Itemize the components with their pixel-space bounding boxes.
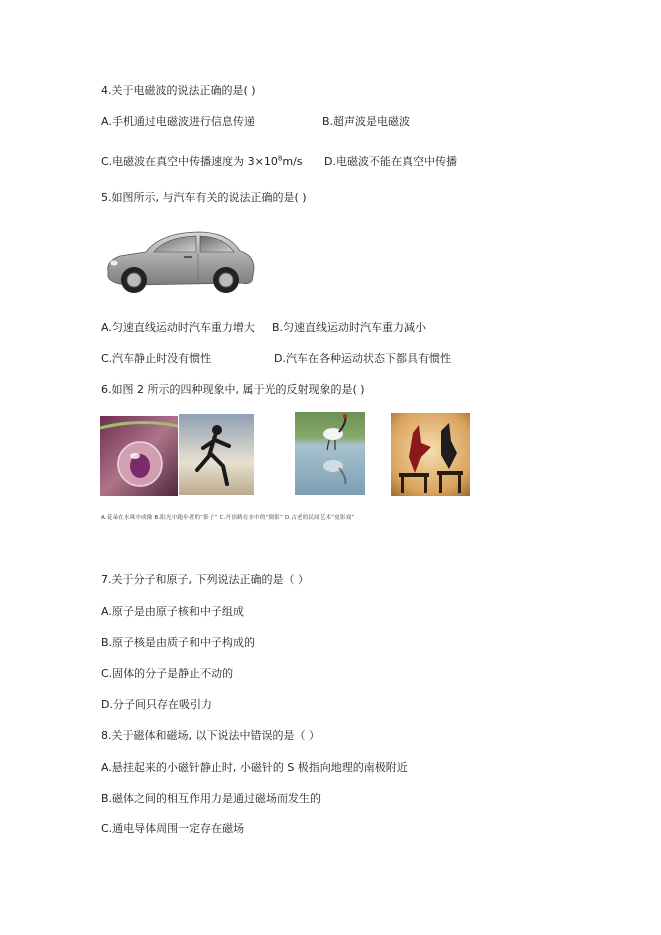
q4-option-c-prefix: C.电磁波在真空中传播速度为 3×10	[101, 155, 278, 168]
q5-option-b: B.匀速直线运动时汽车重力减小	[272, 321, 427, 334]
q5-option-a: A.匀速直线运动时汽车重力增大	[101, 321, 255, 334]
q5-stem: 5.如图所示, 与汽车有关的说法正确的是( )	[101, 191, 307, 204]
q8-stem: 8.关于磁体和磁场, 以下说法中错误的是（ ）	[101, 729, 320, 742]
q4-stem: 4.关于电磁波的说法正确的是( )	[101, 84, 256, 97]
flower-droplet-image	[100, 416, 178, 496]
q8-option-a: A.悬挂起来的小磁针静止时, 小磁针的 S 极指向地理的南极附近	[101, 761, 408, 774]
crane-reflection-image	[295, 412, 365, 495]
q5-option-d: D.汽车在各种运动状态下都具有惯性	[274, 352, 451, 365]
shadow-puppet-image	[391, 413, 470, 496]
q6-stem: 6.如图 2 所示的四种现象中, 属于光的反射现象的是( )	[101, 383, 365, 396]
q7-option-c: C.固体的分子是静止不动的	[101, 667, 234, 680]
q8-option-b: B.磁体之间的相互作用力是通过磁场而发生的	[101, 792, 322, 805]
q7-option-d: D.分子间只存在吸引力	[101, 698, 212, 711]
q4-option-c-exponent: 8	[277, 154, 283, 163]
runner-shadow-image	[179, 414, 254, 495]
q4-option-c-unit: m/s	[282, 155, 303, 168]
q4-option-a: A.手机通过电磁波进行信息传递	[101, 115, 255, 128]
q7-stem: 7.关于分子和原子, 下列说法正确的是（ ）	[101, 573, 309, 586]
q7-option-b: B.原子核是由质子和中子构成的	[101, 636, 256, 649]
q4-option-c	[101, 155, 303, 169]
q6-image-captions: A.花朵在水珠中成像 B.阳光中跑步者的“影子” C.丹顶鹤在水中的“倒影” D.古老的民间艺术“皮影戏”	[101, 515, 355, 521]
car-image	[102, 225, 258, 299]
q4-option-d: D.电磁波不能在真空中传播	[324, 155, 457, 168]
q4-option-b: B.超声波是电磁波	[322, 115, 411, 128]
q5-option-c: C.汽车静止时没有惯性	[101, 352, 212, 365]
q7-option-a: A.原子是由原子核和中子组成	[101, 605, 244, 618]
q8-option-c: C.通电导体周围一定存在磁场	[101, 822, 245, 835]
